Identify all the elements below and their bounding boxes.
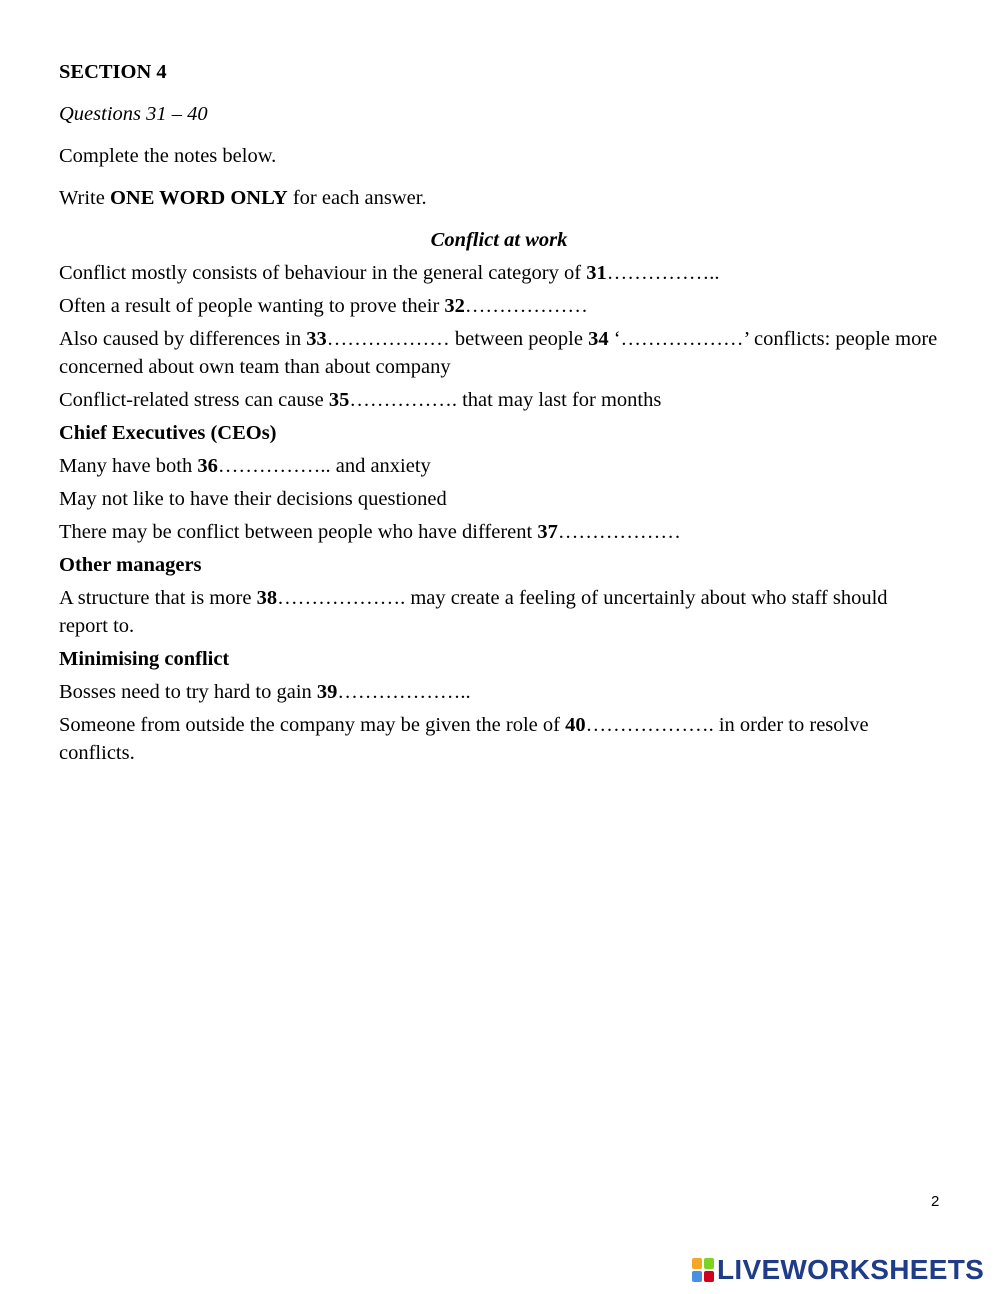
question-number: 40 [565,714,586,736]
instruction-word-limit: Write ONE WORD ONLY for each answer. [59,187,427,209]
worksheet-page [59,58,939,772]
word-limit-bold: ONE WORD ONLY [109,187,288,209]
liveworksheets-wordmark: LIVEWORKSHEETS [717,1254,985,1285]
question-number: 39 [316,681,338,703]
heading-chief-executives: Chief Executives (CEOs) [59,422,277,444]
logo-tile [692,1271,702,1282]
answer-blank-35[interactable]: ……………. that may last for months [349,389,662,411]
note-line-31: Conflict mostly consists of behaviour in the general category of 31…………….. [59,262,720,284]
page-number: 2 [931,1193,940,1210]
logo-tile [704,1258,714,1269]
note-line-37: There may be conflict between people who have different 37……………… [59,521,681,543]
note-line-38: A structure that is more 38………………. may create a feeling of uncertainly about who staff should report to. [59,587,888,637]
answer-blank-34[interactable]: ‘………………’ conflicts: people more concerned about own team than about company [59,328,938,378]
answer-blank-37[interactable]: ……………… [557,521,681,543]
question-number: 34 [588,328,609,350]
answer-blank-32[interactable]: ……………… [464,295,588,317]
heading-other-managers: Other managers [59,554,202,576]
note-line-32: Often a result of people wanting to prove their 32……………… [59,295,588,317]
answer-blank-40[interactable]: ………………. in order to resolve conflicts. [59,714,869,764]
question-number: 37 [537,521,558,543]
note-line-decisions: May not like to have their decisions questioned [59,488,447,510]
liveworksheets-brand[interactable] [692,1254,984,1286]
note-line-40: Someone from outside the company may be given the role of 40………………. in order to resolve conflicts. [59,714,869,764]
question-number: 32 [444,295,465,317]
question-number: 38 [256,587,278,609]
answer-blank-38[interactable]: ………………. may create a feeling of uncertainly about who staff should report to. [59,587,888,637]
liveworksheets-logo-icon [692,1258,714,1282]
note-line-33-34: Also caused by differences in 33……………… between people 34 ‘………………’ conflicts: people more concerned about own team than about company [59,328,938,378]
answer-blank-36[interactable]: …………….. and anxiety [217,455,431,477]
question-number: 33 [306,328,327,350]
question-number: 31 [586,262,607,284]
logo-tile [692,1258,702,1269]
questions-range: Questions 31 – 40 [59,103,208,125]
answer-blank-33[interactable]: ……………… between people [326,328,589,350]
instruction-complete-notes: Complete the notes below. [59,145,277,167]
logo-tile [704,1271,714,1282]
section-title: SECTION 4 [59,61,167,83]
note-line-35: Conflict-related stress can cause 35……………. that may last for months [59,389,662,411]
note-line-36: Many have both 36…………….. and anxiety [59,455,431,477]
question-number: 36 [197,455,218,477]
note-line-39: Bosses need to try hard to gain 39……………….. [59,681,471,703]
question-number: 35 [328,389,350,411]
heading-minimising-conflict: Minimising conflict [59,648,230,670]
notes-title: Conflict at work [430,229,568,251]
answer-blank-31[interactable]: …………….. [606,262,720,284]
answer-blank-39[interactable]: ……………….. [337,681,471,703]
